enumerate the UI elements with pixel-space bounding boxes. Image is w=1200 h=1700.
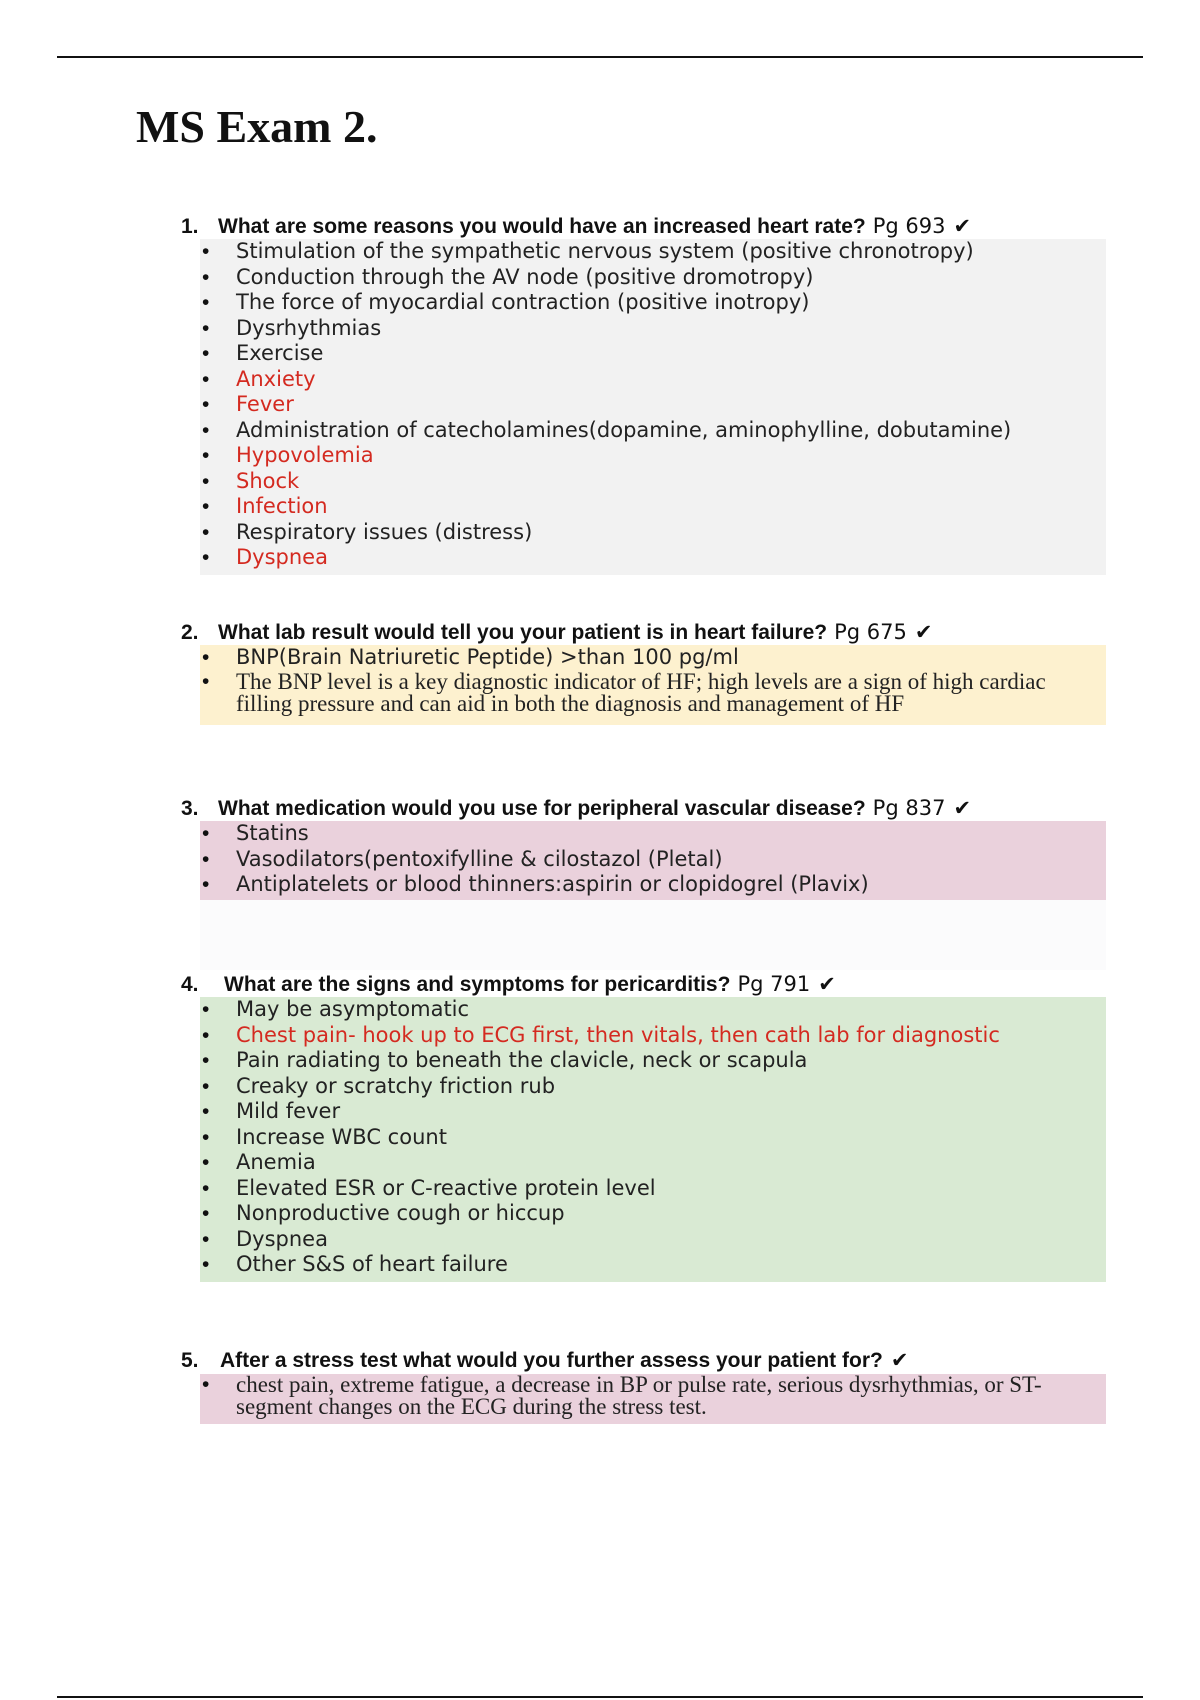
answer-box [200, 239, 1106, 575]
answer-list [200, 645, 1106, 715]
bullet-icon: • [202, 291, 210, 314]
list-item: • Anxiety [202, 366, 316, 391]
question-text: What are the signs and symptoms for pericarditis? [224, 973, 731, 996]
list-item: • The force of myocardial contraction (positive inotropy) [202, 290, 810, 314]
list-item: • The BNP level is a key diagnostic indicator of HF; high levels are a sign of high cardiac filling pressure and can aid in both the diagnosis and management of HF [202, 668, 1046, 716]
list-item: • Increase WBC count [202, 1124, 447, 1149]
list-item: • May be asymptomatic [202, 997, 470, 1021]
question-3 [181, 795, 1106, 902]
list-item: • Nonproductive cough or hiccup [202, 1201, 565, 1225]
page-reference: Pg 837 [872, 796, 946, 820]
list-item: • Dyspnea [202, 1226, 328, 1251]
bullet-icon: • [202, 265, 210, 289]
bottom-rule [57, 1696, 1143, 1698]
bullet-icon: • [202, 240, 210, 263]
question-text: After a stress test what would you further assess your patient for? [220, 1349, 883, 1372]
answer-list [200, 821, 1106, 898]
bullet-icon: • [202, 873, 210, 896]
bullet-icon: • [202, 847, 210, 871]
bullet-icon: • [202, 669, 210, 693]
check-icon: ✔ [914, 621, 933, 644]
question-text: What are some reasons you would have an increased heart rate? [218, 215, 866, 238]
answer-list [200, 1374, 1106, 1418]
bullet-icon: • [202, 495, 210, 518]
top-rule [57, 56, 1143, 58]
answer-box [200, 645, 1106, 725]
bullet-icon: • [202, 822, 210, 845]
answer-box [200, 821, 1106, 902]
list-item: • Fever [202, 392, 294, 416]
answer-list [200, 997, 1106, 1278]
bullet-icon: • [202, 1049, 210, 1072]
list-item: • Vasodilators(pentoxifylline & cilostazol (Pletal) [202, 846, 723, 871]
bullet-icon: • [202, 418, 210, 442]
bullet-icon: • [202, 316, 210, 340]
list-item: • Respiratory issues (distress) [202, 519, 533, 544]
bullet-icon: • [202, 646, 210, 669]
page-reference: Pg 675 [834, 620, 907, 644]
question-text: What medication would you use for peripheral vascular disease? [218, 797, 866, 820]
list-item: • Conduction through the AV node (positive dromotropy) [202, 264, 814, 289]
empty-shaded-area [200, 900, 1106, 970]
list-item: • Chest pain- hook up to ECG first, then vitals, then cath lab for diagnostic [202, 1022, 1000, 1047]
bullet-icon: • [202, 1373, 210, 1396]
bullet-icon: • [202, 1074, 210, 1098]
bullet-icon: • [202, 393, 210, 416]
bullet-icon: • [202, 1125, 210, 1149]
bullet-icon: • [202, 444, 210, 467]
bullet-icon: • [202, 1202, 210, 1225]
bullet-icon: • [202, 1176, 210, 1200]
list-item: • Infection [202, 494, 328, 518]
bullet-icon: • [202, 520, 210, 544]
question-heading [181, 795, 1106, 821]
question-heading [181, 213, 1106, 239]
question-4 [181, 971, 1106, 1282]
bullet-icon: • [202, 469, 210, 493]
list-item: • Antiplatelets or blood thinners:aspirin or clopidogrel (Plavix) [202, 872, 869, 896]
question-number: 4. [181, 973, 199, 996]
list-item: • Pain radiating to beneath the clavicle, neck or scapula [202, 1048, 808, 1072]
list-item: • Creaky or scratchy friction rub [202, 1073, 556, 1098]
check-icon: ✔ [953, 797, 972, 820]
question-1 [181, 213, 1106, 575]
document-title: MS Exam 2. [136, 101, 378, 152]
list-item: • Mild fever [202, 1099, 341, 1123]
list-item: • chest pain, extreme fatigue, a decrease in BP or pulse rate, serious dysrhythmias, or ST-segment changes on the ECG during the stress test. [202, 1372, 1042, 1419]
list-item: • Stimulation of the sympathetic nervous system (positive chronotropy) [202, 239, 974, 263]
question-2 [181, 619, 1106, 725]
answer-box [200, 997, 1106, 1282]
list-item: • Anemia [202, 1150, 316, 1174]
list-item: • Dyspnea [202, 545, 328, 569]
question-text: What lab result would tell you your patient is in heart failure? [218, 621, 828, 644]
list-item: • Elevated ESR or C-reactive protein level [202, 1175, 656, 1200]
list-item: • Shock [202, 468, 300, 493]
bullet-icon: • [202, 367, 210, 391]
bullet-icon: • [202, 998, 210, 1021]
list-item: • Exercise [202, 341, 324, 365]
list-item: • Hypovolemia [202, 443, 374, 467]
check-icon: ✔ [953, 215, 972, 238]
bullet-icon: • [202, 1151, 210, 1174]
bullet-icon: • [202, 1023, 210, 1047]
question-heading [181, 619, 1106, 645]
list-item: • Other S&S of heart failure [202, 1252, 508, 1276]
question-heading [181, 971, 1106, 997]
page-reference: Pg 791 [737, 972, 811, 996]
bullet-icon: • [202, 1100, 210, 1123]
check-icon: ✔ [890, 1349, 909, 1372]
check-icon: ✔ [818, 973, 836, 996]
question-number: 2. [181, 621, 199, 644]
question-number: 3. [181, 797, 199, 820]
question-heading [181, 1348, 1106, 1374]
answer-box [200, 1374, 1106, 1424]
bullet-icon: • [202, 546, 210, 569]
list-item: • Statins [202, 821, 309, 845]
bullet-icon: • [202, 342, 210, 365]
bullet-icon: • [202, 1253, 210, 1276]
question-number: 1. [181, 215, 199, 238]
answer-list [200, 239, 1106, 571]
question-5 [181, 1348, 1106, 1424]
bullet-icon: • [202, 1227, 210, 1251]
list-item: • BNP(Brain Natriuretic Peptide) >than 100 pg/ml [202, 645, 739, 669]
list-item: • Dysrhythmias [202, 315, 382, 340]
page-reference: Pg 693 [872, 214, 946, 238]
list-item: • Administration of catecholamines(dopamine, aminophylline, dobutamine) [202, 417, 1012, 442]
question-number: 5. [181, 1349, 199, 1372]
